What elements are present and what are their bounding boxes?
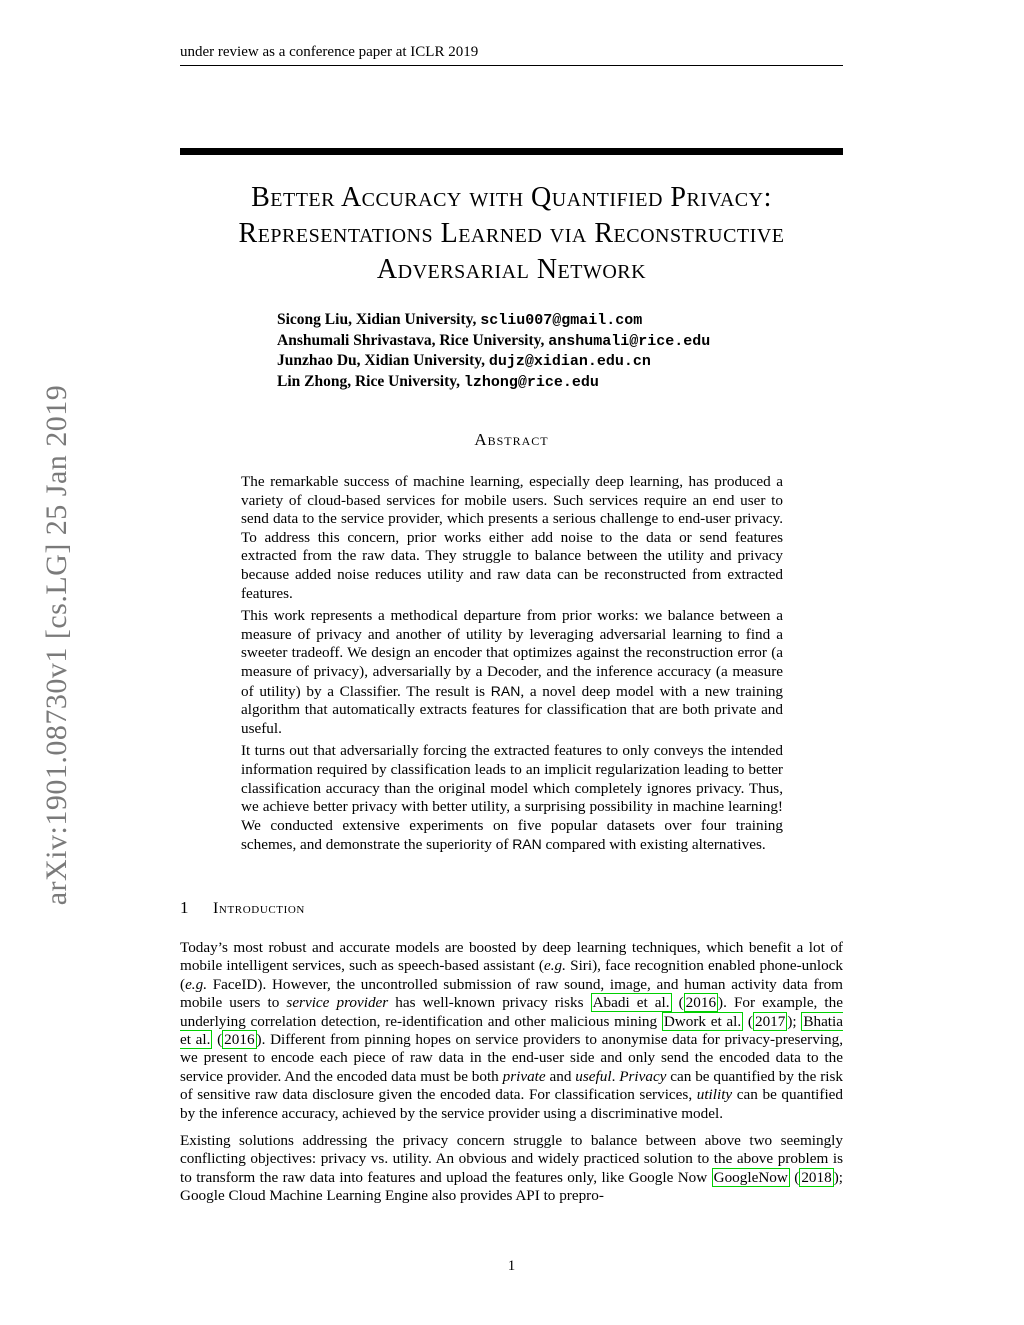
ran-term: RAN	[512, 836, 542, 853]
arxiv-identifier: arXiv:1901.08730v1 [cs.LG] 25 Jan 2019	[40, 384, 73, 906]
author-name: Anshumali Shrivastava, Rice University,	[277, 331, 545, 349]
body-text: has well-known privacy risks	[388, 994, 591, 1012]
body-text: can be quantified by the risk of sensitive raw data disclosure given the encoded data. For classification services,	[180, 1067, 843, 1104]
abstract-paragraph: The remarkable success of machine learning, especially deep learning, has produced a variety of cloud-based services for mobile users. Such services require an end user to send data to the service provider, which presents a serious challenge to end-user privacy. To address this concern, prior works either add noise to the data or send features extracted from the raw data. They struggle to balance between the utility and privacy because added noise reduces utility and raw data can be reconstructed from extracted features.	[241, 473, 783, 602]
ran-term: RAN	[490, 682, 521, 699]
citation-link[interactable]: GoogleNow	[713, 1168, 788, 1186]
citation-year-link[interactable]: 2016	[224, 1031, 255, 1049]
introduction-body	[180, 939, 843, 1215]
author-name: Lin Zhong, Rice University,	[277, 372, 461, 390]
author-line	[277, 372, 877, 393]
abstract-text: It turns out that adversarially forcing the extracted features to only conveys the intended information required by classification leads to an implicit regularization leading to better classification accuracy than the original model which completely ignores privacy. Thus, we achieve better privacy with better utility, a surprising possibility in machine learning! We conducted extensive experiments on five popular datasets over four training schemes, and demonstrate the superiority of	[241, 742, 783, 854]
author-email[interactable]: lzhong@rice.edu	[463, 373, 599, 391]
author-name: Junzhao Du, Xidian University,	[277, 352, 486, 369]
abstract-paragraph	[241, 742, 783, 855]
paper-title	[180, 180, 843, 288]
citation-link[interactable]: Bhatia et al.	[180, 1012, 843, 1049]
section-number: 1	[180, 898, 190, 917]
page-number: 1	[507, 1258, 516, 1274]
author-list	[277, 310, 877, 392]
author-email[interactable]: dujz@xidian.edu.cn	[488, 353, 651, 370]
abstract-heading: Abstract	[474, 430, 549, 449]
body-text: can be quantified by the inference accuracy, achieved by the service provider using a discriminative model.	[180, 1086, 843, 1122]
author-email[interactable]: anshumali@rice.edu	[548, 332, 711, 350]
citation-year-link[interactable]: 2018	[801, 1168, 832, 1186]
body-text: and	[545, 1067, 576, 1085]
body-italic: service provider	[286, 994, 389, 1012]
title-line-1: Better Accuracy with Quantified Privacy:	[251, 182, 772, 213]
citation-link[interactable]: Abadi et al.	[592, 994, 670, 1012]
author-name: Sicong Liu, Xidian University,	[277, 311, 477, 328]
body-paragraph: Existing solutions addressing the privacy concern struggle to balance between above two seemingly conflicting objectives: privacy vs. utility. An obvious and widely practiced solution to the above problem is to transform the raw data into features and upload the features only, like Google Now GoogleNow ( 2018 ); Google Cloud Machine Learning Engine also provides API to prepro-	[180, 1132, 843, 1205]
abstract-text: This work represents a methodical departure from prior works: we balance between a measure of privacy and another of utility by leveraging adversarial learning to find a sweeter tradeoff. We design an encoder that optimizes against the reconstruction error (a measure of privacy), adversarially by a Decoder, and the inference accuracy (a measure of utility) by a Classifier. The result is	[241, 607, 783, 700]
body-text: .	[611, 1067, 620, 1085]
abstract-text: , a novel deep model with a new training algorithm that automatically extracts features for classification that are both private and useful.	[241, 682, 784, 737]
citation-link[interactable]: Dwork et al.	[663, 1012, 742, 1030]
citation-year-link[interactable]: 2017	[754, 1012, 786, 1030]
body-italic: e.g.	[543, 957, 566, 975]
author-line	[277, 351, 877, 372]
author-line	[277, 310, 877, 331]
body-italic: e.g.	[185, 975, 207, 993]
body-text: Existing solutions addressing the privacy concern struggle to balance between above two seemingly conflicting objectives: privacy vs. utility. An obvious and widely practiced solution to the above problem is to transform the raw data into features and upload the features only, like Google Now	[180, 1132, 843, 1186]
citation-year-link[interactable]: 2016	[685, 994, 717, 1012]
section-heading-introduction	[180, 898, 843, 918]
abstract-text: compared with existing alternatives.	[545, 836, 766, 854]
abstract-paragraph	[241, 607, 783, 738]
title-top-rule	[180, 148, 843, 155]
abstract-body	[241, 473, 783, 859]
section-title: Introduction	[213, 900, 305, 917]
body-text: Siri), face recognition enabled phone-unlock (	[180, 957, 843, 993]
title-line-3: Adversarial Network	[376, 254, 647, 285]
body-text: Today’s most robust and accurate models are boosted by deep learning techniques, which benefit a lot of mobile intelligent services, such as speech-based assistant (	[180, 939, 843, 975]
body-text: ; Google Cloud Machine Learning Engine also provides API to prepro-	[180, 1168, 843, 1205]
body-italic: utility	[696, 1086, 733, 1104]
body-text: . Different from pinning hopes on service providers to anonymise data for privacy-preserving, we present to encode each piece of raw data in the end-user side and only send the encoded data to the service provider. And the encoded data must be both	[180, 1031, 843, 1085]
title-line-2: Representations Learned via Reconstructive	[238, 218, 785, 249]
body-italic: private	[502, 1067, 546, 1085]
author-email[interactable]: scliu007@gmail.com	[480, 312, 643, 329]
body-italic: Privacy	[619, 1067, 667, 1085]
body-text: . For example, the underlying correlation detection, re-identification and other malicious mining	[180, 994, 843, 1030]
author-line	[277, 331, 877, 352]
body-text: FaceID). However, the uncontrolled submission of raw sound, image, and human activity data from mobile users to	[180, 975, 843, 1012]
body-italic: useful	[575, 1067, 612, 1085]
running-header: under review as a conference paper at ICLR 2019	[180, 44, 843, 66]
body-paragraph: Today’s most robust and accurate models are boosted by deep learning techniques, which benefit a lot of mobile intelligent services, such as speech-based assistant (e.g. Siri), face recognition enabled phone-unlock (e.g. FaceID). However, the uncontrolled submission of raw sound, image, and human activity data from mobile users to service provider has well-known privacy risks Abadi et al. ( 2016 ). For example, the underlying correlation detection, re-identification and other malicious mining Dwork et al. ( 2017 ); Bhatia et al. ( 2016 ). Different from pinning hopes on service providers to anonymise data for privacy-preserving, we present to encode each piece of raw data in the end-user side and only send the encoded data to the service provider. And the encoded data must be both private and useful. Privacy can be quantified by the risk of sensitive raw data disclosure given the encoded data. For classification services, utility can be quantified by the inference accuracy, achieved by the service provider using a discriminative model.	[180, 939, 843, 1122]
